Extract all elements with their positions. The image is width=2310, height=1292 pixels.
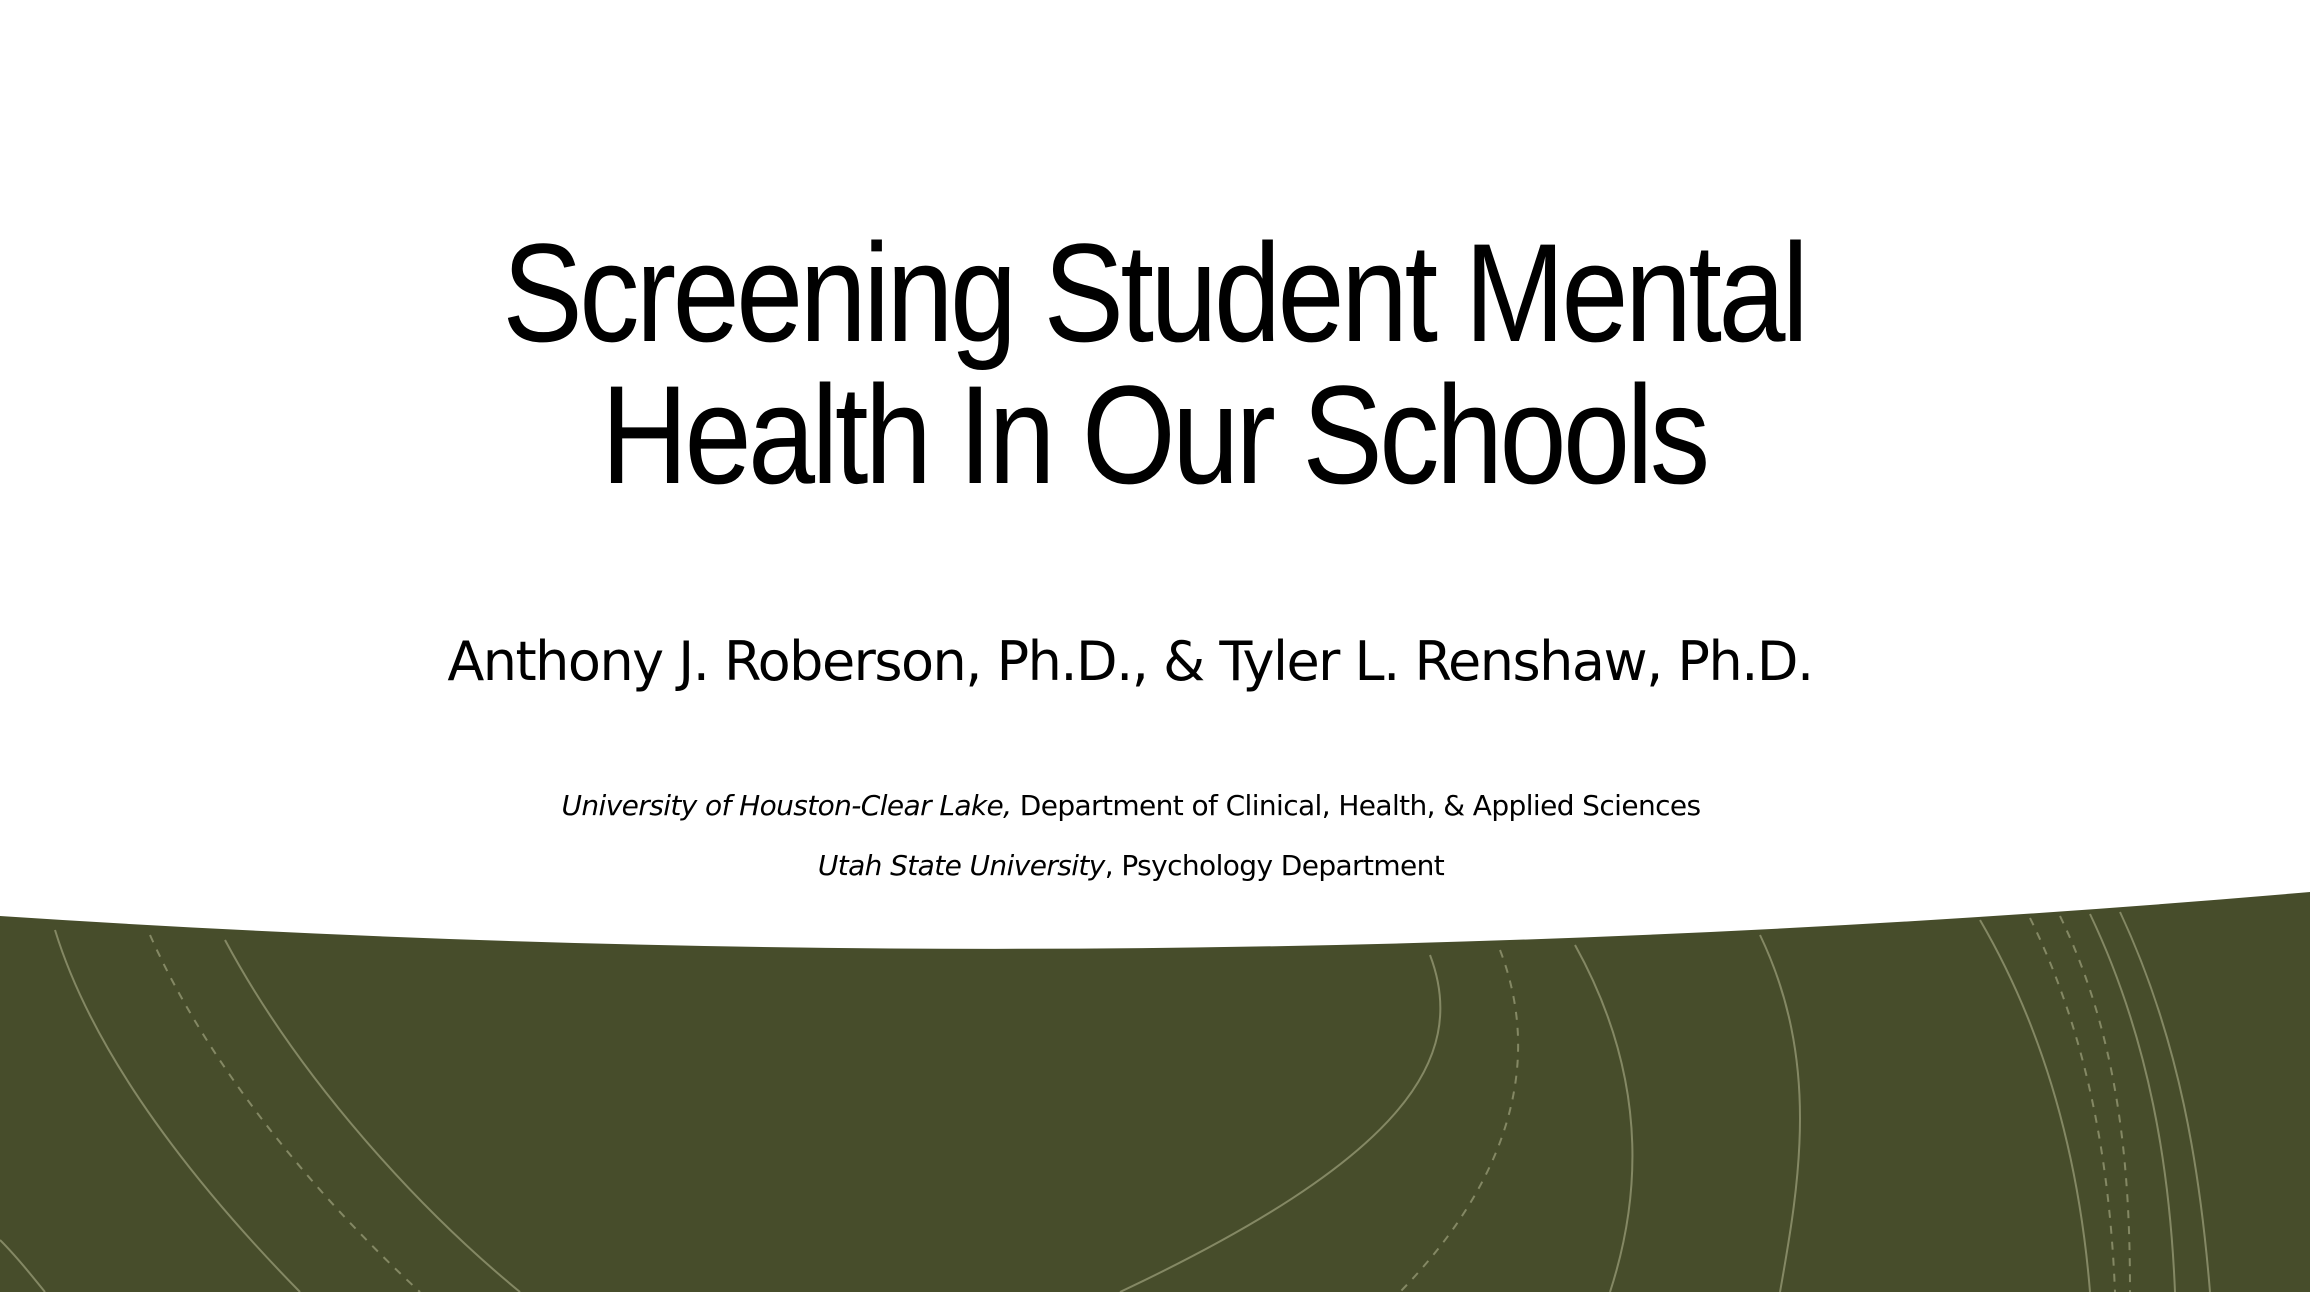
affiliation-1-department: Department of Clinical, Health, & Applied Sciences — [1011, 789, 1701, 822]
affiliation-1-institution: University of Houston-Clear Lake, — [561, 789, 1012, 822]
band-shape — [0, 892, 2310, 1292]
title-line-1: Screening Student Mental — [502, 214, 1806, 371]
affiliation-2-department: , Psychology Department — [1104, 849, 1445, 882]
authors-line: Anthony J. Roberson, Ph.D., & Tyler L. Renshaw, Ph.D. — [447, 630, 1813, 693]
affiliation-2 — [0, 848, 2262, 884]
affiliation-1 — [0, 788, 2262, 824]
affiliation-2-institution: Utah State University — [817, 849, 1105, 882]
slide-title — [161, 214, 2148, 513]
title-line-2: Health In Our Schools — [601, 356, 1707, 513]
